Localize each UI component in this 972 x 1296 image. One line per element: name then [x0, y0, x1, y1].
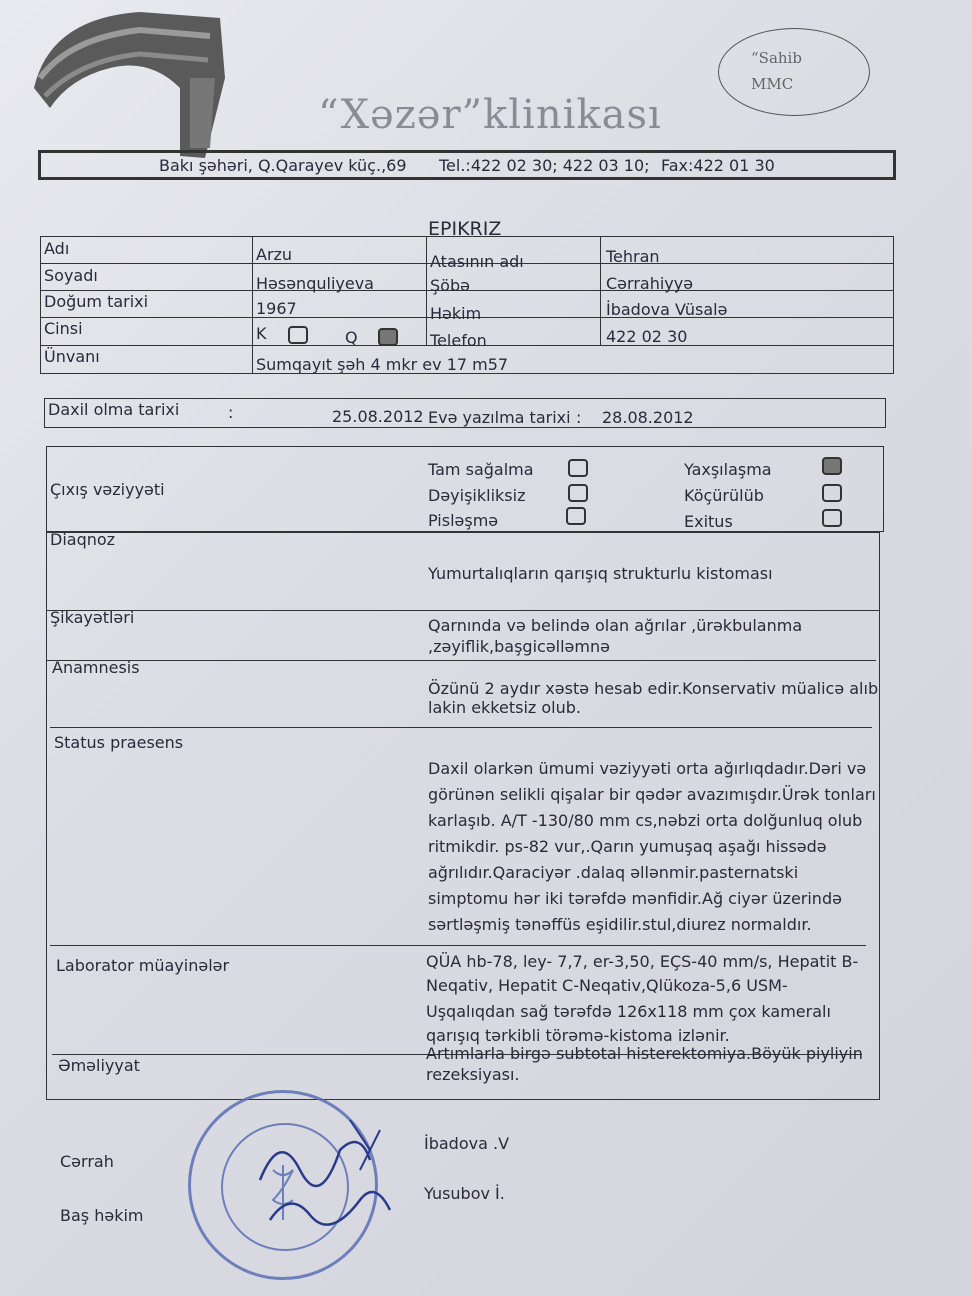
outcome-opt-worse: Pisləşmə	[428, 511, 499, 530]
checkbox-worse	[566, 507, 586, 525]
lab-line: Uşqalıqdan sağ tərəfdə 126x118 mm çox kameralı	[426, 1002, 831, 1021]
surname-value: Həsənquliyeva	[256, 274, 374, 293]
company-oval	[718, 28, 870, 116]
surname-label: Soyadı	[44, 266, 98, 285]
clinic-name: “Xəzər”klinikası	[318, 92, 662, 138]
sex-q-checkbox	[378, 328, 398, 346]
operation-line2: rezeksiyası.	[426, 1065, 520, 1084]
outcome-opt-improved: Yaxşılaşma	[684, 460, 772, 479]
name-value: Arzu	[256, 245, 293, 264]
status-line: karlaşıb. A/T -130/80 mm cs,nəbzi orta dolğunluq olub	[428, 811, 863, 830]
outcome-opt-exitus: Exitus	[684, 512, 733, 531]
sex-q-label: Q	[345, 328, 358, 347]
clinic-address: Bakı şəhəri, Q.Qarayev küç.,69	[159, 156, 407, 175]
status-line: Daxil olarkən ümumi vəziyyəti orta ağırlıqdadır.Dəri və	[428, 759, 867, 778]
status-label: Status praesens	[54, 733, 184, 752]
chief-doctor-name: Yusubov İ.	[424, 1184, 505, 1203]
outcome-opt-transferred: Köçürülüb	[684, 486, 764, 505]
status-line: simptomu hər iki tərəfdə mənfidir.Ağ ciyər üzerində	[428, 889, 842, 908]
anamnesis-line1: Özünü 2 aydır xəstə hesab edir.Konservativ müalicə alıb	[428, 679, 879, 698]
sex-label: Cinsi	[44, 319, 83, 338]
signature-scribbles	[250, 1110, 400, 1240]
checkbox-exitus	[822, 509, 842, 527]
sex-k-label: K	[256, 324, 267, 343]
father-label: Atasının adı	[430, 252, 524, 271]
operation-label: Əməliyyat	[58, 1056, 140, 1075]
discharge-colon: :	[576, 408, 582, 427]
status-line: ağrılıdır.Qaraciyər .dalaq əllənmir.pasternatski	[428, 863, 799, 882]
name-label: Adı	[44, 239, 70, 258]
document-title: EPIKRIZ	[428, 218, 502, 240]
address-value: Sumqayıt şəh 4 mkr ev 17 m57	[256, 355, 509, 374]
lab-line: QÜA hb-78, ley- 7,7, er-3,50, EÇS-40 mm/s, Hepatit B-	[426, 952, 859, 971]
discharge-date: 28.08.2012	[602, 408, 694, 427]
birth-label: Doğum tarixi	[44, 292, 149, 311]
checkbox-unchanged	[568, 484, 588, 502]
phone-value: 422 02 30	[606, 327, 688, 346]
chief-doctor-label: Baş həkim	[60, 1206, 144, 1225]
doctor-value: İbadova Vüsalə	[606, 300, 728, 319]
father-value: Tehran	[606, 247, 660, 266]
status-line: ritmikdir. ps-82 vur,.Qarın yumuşaq aşağı hissədə	[428, 837, 827, 856]
diagnosis-text: Yumurtalıqların qarışıq strukturlu kistoması	[428, 564, 773, 583]
checkbox-improved	[822, 457, 842, 475]
status-line: görünən selikli qişalar bir qədər avazımışdır.Ürək tonları	[428, 785, 876, 804]
operation-line1: Artımlarla birgə subtotal histerektomiya.Böyük piyliyin	[426, 1044, 863, 1063]
surgeon-name: İbadova .V	[424, 1134, 510, 1153]
anamnesis-label: Anamnesis	[52, 658, 140, 677]
clinic-logo	[30, 8, 230, 158]
diagnosis-label: Diaqnoz	[50, 530, 116, 549]
status-line: sərtləşmiş tənəffüs eşidilir.stul,diurez normaldır.	[428, 915, 812, 934]
birth-value: 1967	[256, 299, 297, 318]
oval-line2: MMC	[751, 75, 794, 93]
doctor-label: Həkim	[430, 304, 482, 323]
outcome-opt-full-recovery: Tam sağalma	[428, 460, 534, 479]
clinic-fax: Fax:422 01 30	[661, 156, 775, 175]
dept-value: Cərrahiyyə	[606, 274, 694, 293]
surgeon-label: Cərrah	[60, 1152, 114, 1171]
address-bar	[38, 150, 896, 180]
admission-colon: :	[228, 403, 234, 422]
address-label: Ünvanı	[44, 347, 100, 366]
lab-line: qarışıq tərkibli törəmə-kistoma izlənir.	[426, 1026, 730, 1045]
checkbox-transferred	[822, 484, 842, 502]
admission-date: 25.08.2012	[332, 407, 424, 426]
outcome-label: Çıxış vəziyyəti	[50, 480, 165, 499]
admission-label: Daxil olma tarixi	[48, 400, 180, 419]
checkbox-full-recovery	[568, 459, 588, 477]
lab-line: Neqativ, Hepatit C-Neqativ,Qlükoza-5,6 USM-	[426, 976, 788, 995]
dept-label: Şöbə	[430, 276, 470, 295]
clinic-phone: Tel.:422 02 30; 422 03 10;	[439, 156, 650, 175]
anamnesis-line2: lakin ekketsiz olub.	[428, 698, 581, 717]
discharge-label: Evə yazılma tarixi	[428, 408, 571, 427]
outcome-opt-unchanged: Dəyişikliksiz	[428, 486, 526, 505]
oval-line1: “Sahib	[751, 49, 802, 67]
lab-label: Laborator müayinələr	[56, 956, 230, 975]
complaints-line2: ,zəyiflik,başgicəlləmnə	[428, 637, 610, 656]
phone-label: Telefon	[430, 331, 487, 350]
complaints-label: Şikayətləri	[50, 608, 135, 627]
sex-k-checkbox	[288, 326, 308, 344]
complaints-line1: Qarnında və belində olan ağrılar ,ürəkbulanma	[428, 616, 803, 635]
